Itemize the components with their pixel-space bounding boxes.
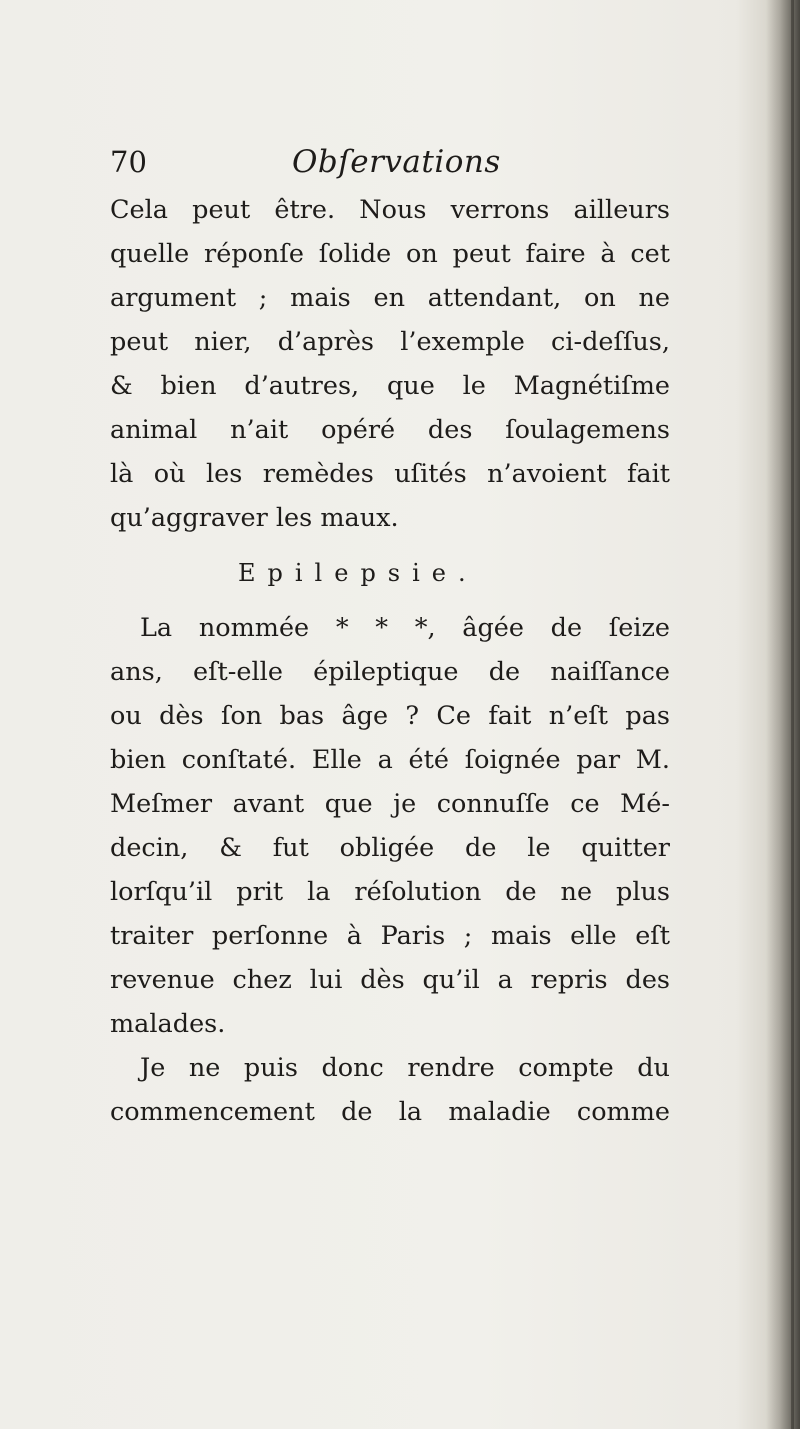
text-line: decin, & fut obligée de le quitter — [110, 833, 670, 863]
text-line: Meſmer avant que je connuſſe ce Mé- — [110, 789, 670, 819]
body-text — [110, 188, 670, 1134]
text-line: bien conſtaté. Elle a été ſoignée par M. — [110, 745, 670, 775]
text-line: commencement de la maladie comme — [110, 1097, 670, 1127]
page-number: 70 — [110, 145, 147, 179]
page-edge-line — [791, 0, 794, 1429]
text-line: ou dès ſon bas âge ? Ce fait n’eſt pas — [110, 701, 670, 731]
paragraph-1 — [110, 188, 670, 540]
text-line: Je ne puis donc rendre compte du — [140, 1053, 670, 1083]
page-edge-shadow — [766, 0, 800, 1429]
text-line: malades. — [110, 1009, 226, 1039]
text-line: quelle réponſe ſolide on peut faire à cet — [110, 239, 670, 269]
text-line: Cela peut être. Nous verrons ailleurs — [110, 195, 670, 225]
text-line: qu’aggraver les maux. — [110, 503, 399, 533]
text-line: revenue chez lui dès qu’il a repris des — [110, 965, 670, 995]
running-head: Obſervations — [292, 144, 501, 180]
paragraph-3 — [110, 1046, 670, 1134]
text-line: traiter perſonne à Paris ; mais elle eſt — [110, 921, 670, 951]
paragraph-2 — [110, 606, 670, 1046]
section-title: Epilepsie. — [238, 559, 478, 587]
text-line: ans, eſt-elle épileptique de naiſſance — [110, 657, 670, 687]
page-header — [110, 142, 670, 186]
text-line: animal n’ait opéré des ſoulagemens — [110, 415, 670, 445]
text-line: lorſqu’il prit la réſolution de ne plus — [110, 877, 670, 907]
text-line: argument ; mais en attendant, on ne — [110, 283, 670, 313]
text-line: La nommée * * *, âgée de ſeize — [140, 613, 670, 643]
text-line: & bien d’autres, que le Magnétiſme — [110, 371, 670, 401]
text-line: peut nier, d’après l’exemple ci-deſſus, — [110, 327, 670, 357]
text-line: là où les remèdes uſités n’avoient fait — [110, 459, 670, 489]
